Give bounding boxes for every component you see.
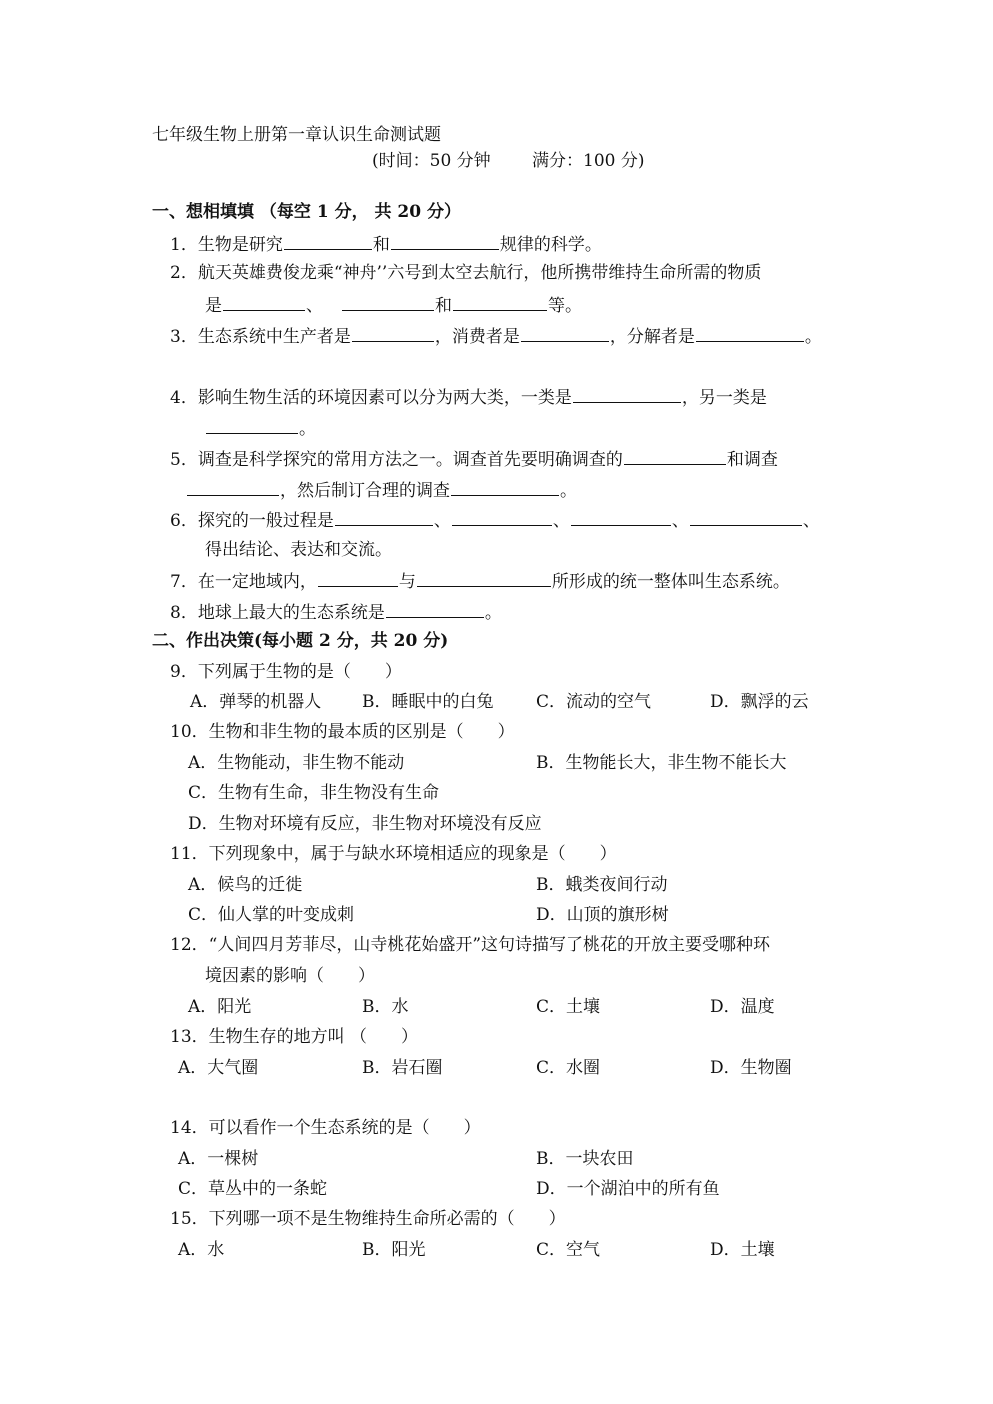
option-a[interactable]: A．生物能动，非生物不能动 [188, 753, 405, 773]
section1-heading: 一、想相填填 （每空 1 分， 共 20 分） [152, 202, 461, 222]
answer-blank[interactable] [386, 600, 484, 618]
question-6: 6．探究的一般过程是 、 、 、 、 [170, 508, 820, 532]
answer-blank[interactable] [453, 293, 547, 311]
question-4-cont: 。 [205, 416, 316, 440]
option-a[interactable]: A．大气圈 [178, 1058, 259, 1078]
answer-blank[interactable] [352, 324, 434, 342]
answer-blank[interactable] [521, 324, 609, 342]
answer-blank[interactable] [318, 569, 398, 587]
option-d[interactable]: D．温度 [710, 997, 775, 1017]
option-c[interactable]: C．空气 [536, 1240, 601, 1260]
option-b[interactable]: B．阳光 [362, 1240, 426, 1260]
option-a[interactable]: A．一棵树 [178, 1149, 259, 1169]
option-b[interactable]: B．岩石圈 [362, 1058, 443, 1078]
question-8: 8．地球上最大的生态系统是 。 [170, 600, 502, 624]
question-12-cont: 境因素的影响（ ） [205, 966, 375, 986]
answer-blank[interactable] [223, 293, 305, 311]
question-2: 2．航天英雄费俊龙乘“神舟’’六号到太空去航行，他所携带维持生命所需的物质 [170, 263, 762, 283]
answer-blank[interactable] [696, 324, 804, 342]
option-b[interactable]: B．一块农田 [536, 1149, 634, 1169]
option-a[interactable]: A．候鸟的迁徙 [188, 875, 303, 895]
question-5-cont: ，然后制订合理的调查 。 [186, 478, 577, 502]
question-13: 13．生物生存的地方叫 （ ） [170, 1027, 419, 1047]
option-a[interactable]: A．水 [178, 1240, 225, 1260]
answer-blank[interactable] [452, 508, 552, 526]
question-7: 7．在一定地域内， 与 所形成的统一整体叫生态系统。 [170, 569, 790, 593]
answer-blank[interactable] [187, 478, 279, 496]
option-b[interactable]: B．蛾类夜间行动 [536, 875, 668, 895]
answer-blank[interactable] [573, 385, 681, 403]
option-d[interactable]: D．山顶的旗形树 [536, 905, 669, 925]
option-c[interactable]: C．流动的空气 [536, 692, 652, 712]
option-a[interactable]: A．阳光 [188, 997, 252, 1017]
answer-blank[interactable] [451, 478, 559, 496]
question-9: 9．下列属于生物的是（ ） [170, 662, 402, 682]
question-15: 15．下列哪一项不是生物维持生命所必需的（ ） [170, 1209, 566, 1229]
answer-blank[interactable] [335, 508, 433, 526]
page-title: 七年级生物上册第一章认识生命测试题 [152, 125, 441, 145]
answer-blank[interactable] [342, 293, 434, 311]
option-a[interactable]: A．弹琴的机器人 [190, 692, 322, 712]
answer-blank[interactable] [206, 416, 298, 434]
option-d[interactable]: D．一个湖泊中的所有鱼 [536, 1179, 720, 1199]
option-d[interactable]: D．土壤 [710, 1240, 775, 1260]
answer-blank[interactable] [571, 508, 671, 526]
answer-blank[interactable] [624, 447, 726, 465]
question-2-cont: 是 、 和 等。 [205, 293, 582, 317]
answer-blank[interactable] [417, 569, 551, 587]
question-5: 5．调查是科学探究的常用方法之一。调查首先要明确调查的 和调查 [170, 447, 778, 471]
section2-heading: 二、作出决策(每小题 2 分，共 20 分) [152, 631, 449, 651]
answer-blank[interactable] [690, 508, 802, 526]
question-6-cont: 得出结论、表达和交流。 [205, 540, 392, 560]
score-note: 满分：100 分) [532, 151, 645, 171]
question-4: 4．影响生物生活的环境因素可以分为两大类，一类是 ，另一类是 [170, 385, 767, 409]
time-note: (时间：50 分钟 [372, 151, 491, 171]
option-c[interactable]: C．仙人掌的叶变成刺 [188, 905, 355, 925]
option-c[interactable]: C．土壤 [536, 997, 601, 1017]
option-d[interactable]: D．飘浮的云 [710, 692, 809, 712]
option-d[interactable]: D．生物对环境有反应，非生物对环境没有反应 [188, 814, 542, 834]
option-c[interactable]: C．水圈 [536, 1058, 601, 1078]
question-14: 14．可以看作一个生态系统的是（ ） [170, 1118, 481, 1138]
question-3: 3．生态系统中生产者是 ，消费者是 ，分解者是 。 [170, 324, 822, 348]
option-c[interactable]: C．草丛中的一条蛇 [178, 1179, 328, 1199]
question-1: 1．生物是研究 和 规律的科学。 [170, 232, 602, 256]
question-10: 10．生物和非生物的最本质的区别是（ ） [170, 722, 515, 742]
question-11: 11．下列现象中，属于与缺水环境相适应的现象是（ ） [170, 844, 617, 864]
option-b[interactable]: B．水 [362, 997, 409, 1017]
option-d[interactable]: D．生物圈 [710, 1058, 792, 1078]
option-c[interactable]: C．生物有生命，非生物没有生命 [188, 783, 440, 803]
option-b[interactable]: B．睡眠中的白兔 [362, 692, 494, 712]
question-12: 12．“人间四月芳菲尽，山寺桃花始盛开”这句诗描写了桃花的开放主要受哪种环 [170, 935, 771, 955]
answer-blank[interactable] [391, 232, 499, 250]
option-b[interactable]: B．生物能长大，非生物不能长大 [536, 753, 787, 773]
answer-blank[interactable] [284, 232, 372, 250]
